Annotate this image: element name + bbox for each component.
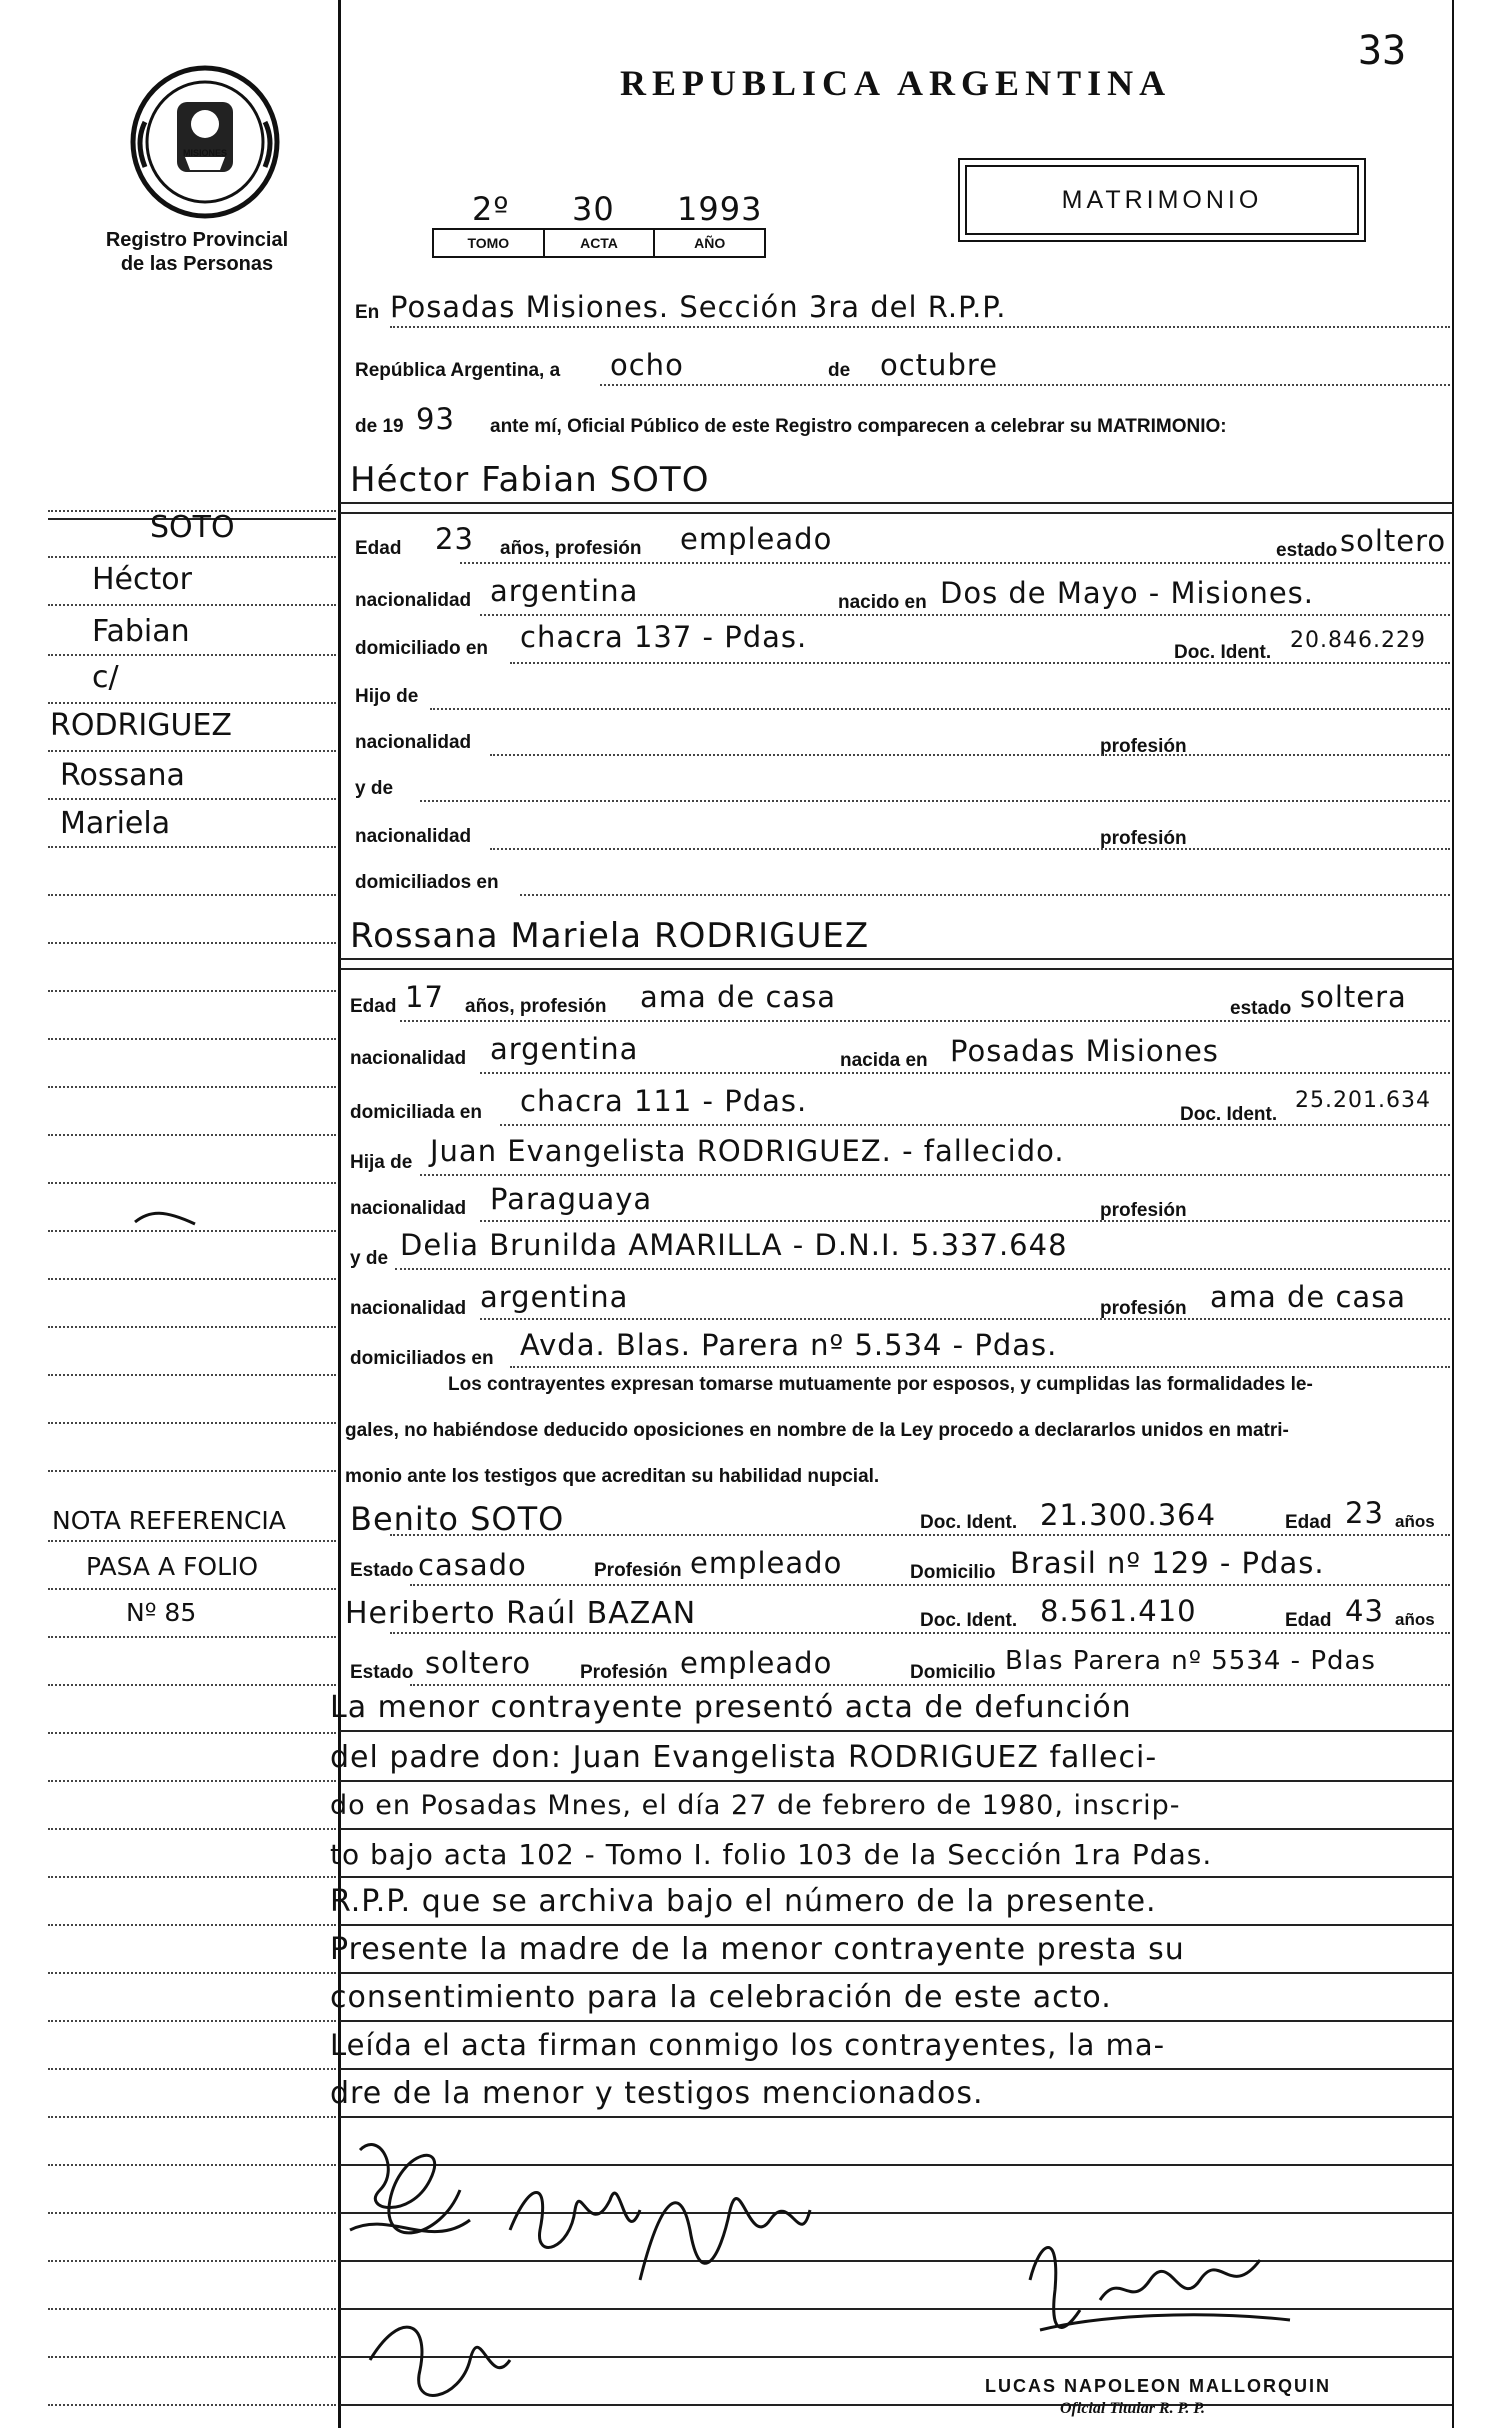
- en-label: En: [355, 302, 380, 323]
- note-line-5: R.P.P. que se archiva bajo el número de la presente.: [330, 1884, 1157, 1919]
- bride-estado: soltera: [1300, 980, 1407, 1014]
- note-line-6: Presente la madre de la menor contrayente presta su: [330, 1932, 1185, 1967]
- groom-doc: 20.846.229: [1290, 628, 1426, 653]
- bride-madre: Delia Brunilda AMARILLA - D.N.I. 5.337.648: [400, 1228, 1068, 1262]
- de-label: de: [828, 360, 851, 381]
- bride-nac2: argentina: [480, 1280, 629, 1314]
- bride-prof1-label: profesión: [1100, 1200, 1187, 1221]
- bride-padre: Juan Evangelista RODRIGUEZ. - fallecido.: [430, 1134, 1065, 1168]
- witness1-domicilio-label: Domicilio: [910, 1562, 996, 1583]
- margin-surname: SOTO: [150, 510, 235, 545]
- note-line-1: La menor contrayente presentó acta de defunción: [330, 1690, 1132, 1725]
- groom-nacido-label: nacido en: [838, 592, 927, 613]
- margin-surname-2: RODRIGUEZ: [50, 708, 232, 743]
- ano-label: AÑO: [694, 235, 726, 251]
- country-title: REPUBLICA ARGENTINA: [620, 63, 1172, 103]
- officer-stamp-name: LUCAS NAPOLEON MALLORQUIN: [985, 2376, 1331, 2396]
- bride-nacionalidad-label: nacionalidad: [350, 1048, 467, 1069]
- witness1-edad-label: Edad: [1285, 1512, 1332, 1533]
- republica-label: República Argentina, a: [355, 360, 561, 381]
- year-prefix: de 19: [355, 416, 404, 437]
- bride-nacida-label: nacida en: [840, 1050, 928, 1071]
- witness1-name: Benito SOTO: [350, 1500, 565, 1538]
- seal-label: MISIONES: [182, 148, 227, 158]
- witness2-anos-label: años: [1395, 1610, 1435, 1629]
- bride-estado-label: estado: [1230, 998, 1292, 1019]
- groom-edad: 23: [435, 522, 474, 556]
- bride-doc-label: Doc. Ident.: [1180, 1104, 1278, 1125]
- declaration-line-1: Los contrayentes expresan tomarse mutuamente por esposos, y cumplidas las formalidades le-: [448, 1374, 1313, 1395]
- groom-nacionalidad: argentina: [490, 574, 639, 608]
- witness1-profesion-label: Profesión: [594, 1560, 682, 1581]
- groom-profesion: empleado: [680, 522, 833, 556]
- officer-stamp-title: Oficial Titular R. P. P.: [1060, 2400, 1206, 2417]
- bride-name: Rossana Mariela RODRIGUEZ: [350, 916, 870, 956]
- bride-anos-prof-label: años, profesión: [465, 996, 607, 1017]
- bride-edad: 17: [405, 980, 444, 1014]
- bride-domiciliados-label: domiciliados en: [350, 1348, 494, 1369]
- groom-nacido: Dos de Mayo - Misiones.: [940, 576, 1315, 610]
- witness1-domicilio: Brasil nº 129 - Pdas.: [1010, 1546, 1325, 1580]
- groom-yde-label: y de: [355, 778, 394, 799]
- witness1-estado: casado: [418, 1548, 527, 1582]
- witness2-domicilio-label: Domicilio: [910, 1662, 996, 1683]
- groom-estado-label: estado: [1276, 540, 1338, 561]
- note-line-2: del padre don: Juan Evangelista RODRIGUEZ falleci-: [330, 1740, 1158, 1775]
- bride-prof2-label: profesión: [1100, 1298, 1187, 1319]
- bride-profesion: ama de casa: [640, 980, 837, 1014]
- bride-nac1-label: nacionalidad: [350, 1198, 467, 1219]
- bride-domicilio: chacra 111 - Pdas.: [520, 1084, 808, 1118]
- acta-label: ACTA: [545, 230, 656, 256]
- record-type: MATRIMONIO: [965, 165, 1359, 235]
- signature-mother: [370, 2327, 510, 2395]
- witness1-doc: 21.300.364: [1040, 1498, 1217, 1532]
- witness1-estado-label: Estado: [350, 1560, 414, 1581]
- tomo-value: 2º: [472, 190, 510, 228]
- record-number-box: [432, 188, 762, 258]
- ano-value: 1993: [677, 190, 763, 228]
- note-line-3: do en Posadas Mnes, el día 27 de febrero de 1980, inscrip-: [330, 1790, 1181, 1821]
- groom-nacionalidad-label: nacionalidad: [355, 590, 472, 611]
- acta-value: 30: [572, 190, 615, 228]
- bride-doc: 25.201.634: [1295, 1088, 1431, 1113]
- signature-groom: [350, 2145, 470, 2233]
- witness2-estado-label: Estado: [350, 1662, 414, 1683]
- groom-nac2-label: nacionalidad: [355, 826, 472, 847]
- witness2-estado: soltero: [425, 1646, 532, 1680]
- bride-nac2-label: nacionalidad: [350, 1298, 467, 1319]
- groom-domiciliados-label: domiciliados en: [355, 872, 499, 893]
- margin-nota-2: PASA A FOLIO: [86, 1552, 259, 1581]
- margin-dash-mark: [130, 1208, 200, 1228]
- groom-name: Héctor Fabian SOTO: [350, 460, 710, 500]
- note-line-8: Leída el acta firman conmigo los contrayentes, la ma-: [330, 2028, 1166, 2062]
- registry-line-2: de las Personas: [120, 253, 274, 275]
- witness2-doc-label: Doc. Ident.: [920, 1610, 1018, 1631]
- groom-hijo-label: Hijo de: [355, 686, 419, 707]
- right-border: [1452, 0, 1454, 2428]
- groom-nac1-label: nacionalidad: [355, 732, 472, 753]
- witness2-edad-label: Edad: [1285, 1610, 1332, 1631]
- registry-line-1: Registro Provincial: [105, 229, 289, 251]
- intro-statement: ante mí, Oficial Público de este Registro comparecen a celebrar su MATRIMONIO:: [490, 416, 1227, 437]
- groom-anos-prof-label: años, profesión: [500, 538, 642, 559]
- margin-nota-3: Nº 85: [126, 1598, 197, 1627]
- bride-domicilio-label: domiciliada en: [350, 1102, 482, 1123]
- witness1-profesion: empleado: [690, 1546, 843, 1580]
- witness2-edad: 43: [1345, 1594, 1384, 1628]
- day-value: ocho: [610, 348, 684, 382]
- margin-given-3: Rossana: [60, 758, 185, 793]
- witness2-profesion-label: Profesión: [580, 1662, 668, 1683]
- bride-prof2: ama de casa: [1210, 1280, 1407, 1314]
- witness1-edad: 23: [1345, 1496, 1384, 1530]
- note-line-9: dre de la menor y testigos mencionados.: [330, 2076, 984, 2111]
- month-value: octubre: [880, 348, 998, 382]
- groom-prof2-label: profesión: [1100, 828, 1187, 849]
- declaration-line-3: monio ante los testigos que acreditan su habilidad nupcial.: [345, 1466, 880, 1487]
- bride-nacida: Posadas Misiones: [950, 1034, 1219, 1068]
- signature-bride: [510, 2193, 640, 2248]
- witness2-profesion: empleado: [680, 1646, 833, 1680]
- witness2-name: Heriberto Raúl BAZAN: [345, 1596, 697, 1631]
- bride-yde-label: y de: [350, 1248, 389, 1269]
- note-line-4: to bajo acta 102 - Tomo I. folio 103 de la Sección 1ra Pdas.: [330, 1838, 1213, 1871]
- bride-domiciliados: Avda. Blas. Parera nº 5.534 - Pdas.: [520, 1328, 1058, 1362]
- bride-nac1: Paraguaya: [490, 1182, 653, 1216]
- page-number: 33: [1358, 28, 1407, 74]
- groom-prof1-label: profesión: [1100, 736, 1187, 757]
- year-value: 93: [416, 402, 455, 436]
- margin-given-1: Héctor: [92, 562, 192, 597]
- provincial-seal-icon: [125, 62, 285, 222]
- margin-nota-1: NOTA REFERENCIA: [52, 1506, 286, 1535]
- tomo-label: TOMO: [434, 230, 545, 256]
- witness1-anos-label: años: [1395, 1512, 1435, 1531]
- groom-domicilio-label: domiciliado en: [355, 638, 489, 659]
- margin-given-4: Mariela: [60, 806, 171, 841]
- signature-witness-1: [640, 2199, 810, 2280]
- groom-domicilio: chacra 137 - Pdas.: [520, 620, 808, 654]
- groom-edad-label: Edad: [355, 538, 402, 559]
- registry-name: [82, 228, 312, 276]
- groom-estado: soltero: [1340, 524, 1447, 558]
- witness1-doc-label: Doc. Ident.: [920, 1512, 1018, 1533]
- bride-hija-label: Hija de: [350, 1152, 413, 1173]
- signature-officer: [1030, 2248, 1290, 2331]
- margin-divider: [338, 0, 341, 2428]
- margin-given-2: Fabian: [92, 614, 190, 649]
- place-value: Posadas Misiones. Sección 3ra del R.P.P.: [390, 290, 1007, 324]
- groom-doc-label: Doc. Ident.: [1174, 642, 1272, 663]
- declaration-line-2: gales, no habiéndose deducido oposiciones en nombre de la Ley procedo a declararlos unidos en matri-: [345, 1420, 1289, 1441]
- record-type-box: [958, 158, 1366, 242]
- bride-edad-label: Edad: [350, 996, 397, 1017]
- note-line-7: consentimiento para la celebración de este acto.: [330, 1980, 1112, 2015]
- bride-nacionalidad: argentina: [490, 1032, 639, 1066]
- witness2-doc: 8.561.410: [1040, 1594, 1197, 1628]
- witness2-domicilio: Blas Parera nº 5534 - Pdas: [1005, 1646, 1376, 1676]
- margin-con: c/: [92, 660, 119, 695]
